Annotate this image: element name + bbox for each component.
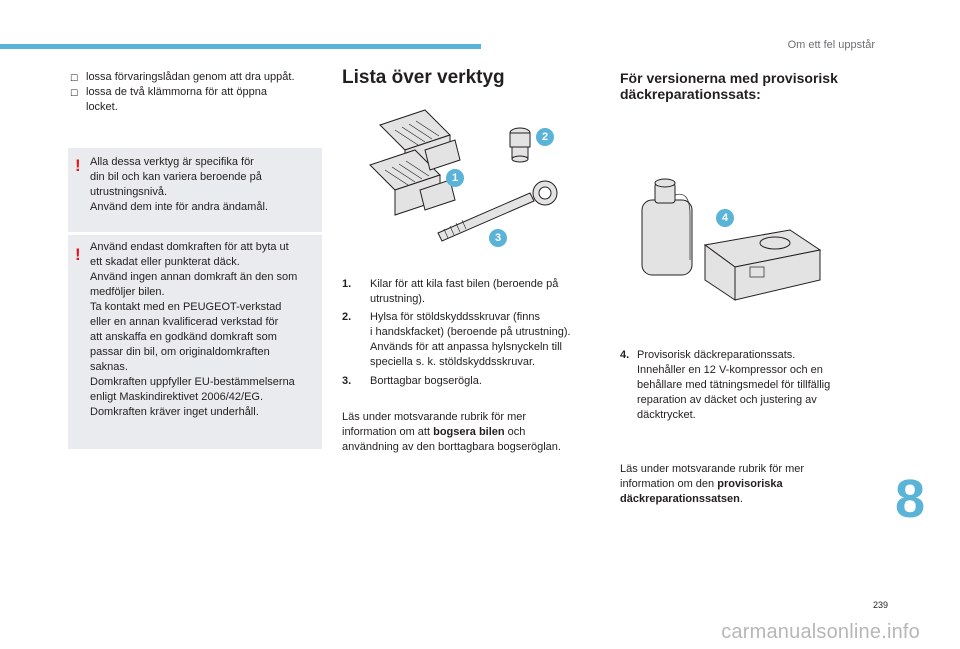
callout-3: 3 bbox=[489, 229, 507, 247]
warning-1-line: utrustningsnivå. bbox=[90, 186, 168, 198]
item-line: utrustning). bbox=[370, 293, 426, 305]
bullet-icon: ☐ bbox=[70, 88, 79, 98]
callout-4: 4 bbox=[716, 209, 734, 227]
repair-kit-title-line2: däckreparationssats: bbox=[620, 86, 761, 102]
instruction-2-line1: lossa de två klämmorna för att öppna bbox=[86, 86, 267, 98]
item-number: 4. bbox=[620, 349, 630, 361]
warning-2-line: passar din bil, om originaldomkraften bbox=[90, 346, 270, 358]
item-line: Borttagbar bogserögla. bbox=[370, 375, 482, 387]
page-number: 239 bbox=[872, 600, 888, 610]
reference-text: information om den bbox=[620, 478, 718, 490]
reference-line bbox=[620, 492, 743, 507]
reference-line: Läs under motsvarande rubrik för mer bbox=[342, 411, 527, 423]
repair-kit-title-line1: För versionerna med provisorisk bbox=[620, 70, 838, 86]
warning-2-line: Ta kontakt med en PEUGEOT-verkstad bbox=[90, 301, 282, 313]
warning-1-line: din bil och kan variera beroende på bbox=[90, 171, 262, 183]
item-line: Innehåller en 12 V-kompressor och en bbox=[637, 364, 823, 376]
item-line: speciella s. k. stöldskyddsskruvar. bbox=[370, 356, 536, 368]
warning-1-line: Använd dem inte för andra ändamål. bbox=[90, 201, 268, 213]
bullet-icon: ☐ bbox=[70, 73, 79, 83]
watermark: carmanualsonline.info bbox=[721, 621, 920, 643]
warning-2-line: saknas. bbox=[90, 361, 128, 373]
instruction-1: lossa förvaringslådan genom att dra uppåt. bbox=[86, 71, 295, 83]
warning-2-line: Använd endast domkraften för att byta ut bbox=[90, 241, 289, 253]
reference-line: Läs under motsvarande rubrik för mer bbox=[620, 463, 805, 475]
warning-2-line: Använd ingen annan domkraft än den som bbox=[90, 271, 298, 283]
warning-2-line: Domkraften uppfyller EU-bestämmelserna bbox=[90, 376, 295, 388]
warning-2-line: eller en annan kvalificerad verkstad för bbox=[90, 316, 279, 328]
chapter-number: 8 bbox=[895, 469, 926, 529]
repair-kit-illustration bbox=[630, 175, 830, 315]
item-line: Används för att anpassa hylsnyckeln till bbox=[370, 341, 562, 353]
section-header: Om ett fel uppstår bbox=[787, 39, 875, 51]
reference-link: bogsera bilen bbox=[433, 426, 505, 438]
warning-2-line: enligt Maskindirektivet 2006/42/EG. bbox=[90, 391, 264, 403]
reference-link: provisoriska bbox=[717, 478, 783, 490]
reference-line bbox=[620, 477, 783, 492]
item-line: Provisorisk däckreparationssats. bbox=[637, 349, 796, 361]
warning-2-line: Domkraften kräver inget underhåll. bbox=[90, 406, 259, 418]
callout-1: 1 bbox=[446, 169, 464, 187]
tools-list-title: Lista över verktyg bbox=[342, 67, 505, 88]
item-line: Hylsa för stöldskyddsskruvar (finns bbox=[370, 311, 540, 323]
item-line: däcktrycket. bbox=[637, 409, 696, 421]
item-number: 2. bbox=[342, 311, 352, 323]
reference-text: information om att bbox=[342, 426, 434, 438]
warning-icon: ! bbox=[75, 156, 81, 175]
reference-line: användning av den borttagbara bogseröglan. bbox=[342, 441, 561, 453]
item-line: i handskfacket) (beroende på utrustning). bbox=[370, 326, 571, 338]
warning-2-line: att anskaffa en godkänd domkraft som bbox=[90, 331, 277, 343]
warning-2-line: medföljer bilen. bbox=[90, 286, 165, 298]
item-line: Kilar för att kila fast bilen (beroende på bbox=[370, 278, 559, 290]
callout-2: 2 bbox=[536, 128, 554, 146]
warning-icon: ! bbox=[75, 245, 81, 264]
item-number: 3. bbox=[342, 375, 352, 387]
reference-line bbox=[342, 425, 525, 440]
warning-2-line: ett skadat eller punkterat däck. bbox=[90, 256, 240, 268]
item-line: behållare med tätningsmedel för tillfällig bbox=[637, 379, 831, 391]
reference-text: och bbox=[504, 426, 526, 438]
instruction-2-line2: locket. bbox=[86, 101, 118, 113]
reference-link: däckreparationssatsen bbox=[620, 493, 740, 505]
item-number: 1. bbox=[342, 278, 352, 290]
reference-text: . bbox=[739, 493, 743, 505]
top-accent-bar bbox=[0, 44, 481, 49]
warning-1-line: Alla dessa verktyg är specifika för bbox=[90, 156, 254, 168]
item-line: reparation av däcket och justering av bbox=[637, 394, 817, 406]
